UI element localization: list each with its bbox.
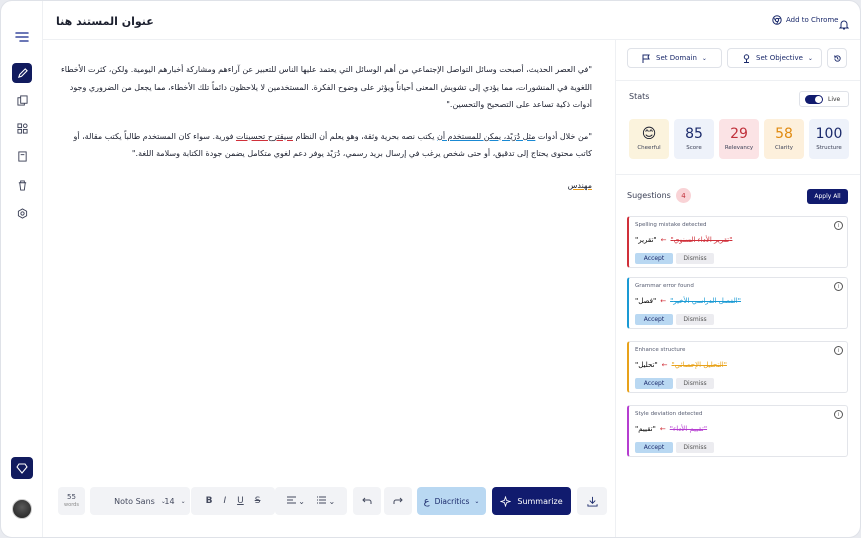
suggestion-fix — [635, 425, 707, 433]
add-to-chrome-link[interactable] — [772, 15, 839, 25]
stat-relevancy — [719, 119, 759, 159]
suggestion-card — [627, 341, 848, 393]
paragraph-2 — [56, 128, 592, 163]
set-domain-label: Set Domain — [656, 54, 697, 62]
document-title[interactable]: عنوان المستند هنا — [56, 15, 154, 28]
suggestion-title: Spelling mistake detected — [635, 222, 707, 228]
toggle-switch[interactable] — [805, 95, 823, 104]
suggestion-title: Style deviation detected — [635, 411, 703, 417]
flag-icon — [642, 54, 651, 63]
apps-icon[interactable] — [12, 118, 32, 138]
stat-value: 100 — [815, 126, 843, 142]
suggestion-fix — [635, 236, 732, 244]
left-sidebar — [1, 1, 43, 538]
dismiss-button[interactable]: Dismiss — [676, 314, 714, 325]
underline-button[interactable]: U — [237, 496, 244, 506]
trash-icon[interactable] — [12, 175, 32, 195]
premium-icon[interactable] — [11, 457, 33, 479]
history-button[interactable] — [827, 48, 847, 68]
dismiss-button[interactable]: Dismiss — [676, 442, 714, 453]
info-icon[interactable]: i — [834, 282, 843, 291]
word-count — [58, 487, 85, 515]
diacritics-button[interactable] — [417, 487, 486, 515]
signature-text: مهندس — [567, 180, 592, 190]
info-icon[interactable]: i — [834, 346, 843, 355]
add-to-chrome-label: Add to Chrome — [786, 16, 839, 24]
dismiss-button[interactable]: Dismiss — [676, 378, 714, 389]
stat-label: Structure — [816, 145, 842, 151]
chevron-down-icon: ⌄ — [807, 54, 813, 62]
font-name: Noto Sans — [114, 496, 155, 506]
p2-text: فورية. سواء كان المستخدم طالباً يكتب مقالة، أو كاتب محتوى يحتاج إلى تدقيق، أو حتى شخص يرغب في إرسال بريد رسمي، دُرَيْد يوفر دعم لغوي متكامل يضمن جودة الكتابة وسلامة اللغة." — [73, 131, 592, 158]
chevron-down-icon: ⌄ — [180, 497, 186, 505]
live-toggle[interactable] — [799, 91, 849, 107]
stat-score — [674, 119, 714, 159]
stats-heading: Stats — [629, 92, 650, 101]
stat-value: 85 — [685, 126, 703, 142]
suggestions-heading: Sugestions — [627, 191, 671, 200]
accept-button[interactable]: Accept — [635, 314, 673, 325]
suggestion-title: Enhance structure — [635, 347, 686, 353]
stat-label: Relevancy — [724, 145, 754, 151]
original-text: "فصل" — [635, 297, 657, 305]
font-size-select[interactable] — [159, 487, 191, 515]
info-icon[interactable]: i — [834, 410, 843, 419]
stat-label: Score — [686, 145, 702, 151]
bell-icon[interactable] — [839, 15, 849, 34]
stat-cheerful — [629, 119, 669, 159]
pin-icon — [742, 54, 751, 63]
bold-button[interactable]: B — [205, 496, 213, 506]
highlight-grammar[interactable]: مثل دُرَيْد، يمكن للمستخدم أن — [436, 131, 536, 141]
undo-button[interactable] — [353, 487, 381, 515]
suggestion-fix — [635, 297, 741, 305]
suggestions-count-badge: 4 — [676, 188, 691, 203]
arrow-left-icon: ← — [660, 297, 667, 305]
live-label: Live — [828, 95, 841, 103]
panel-divider — [615, 174, 861, 175]
history-icon — [833, 54, 842, 63]
stat-value: 58 — [775, 126, 793, 142]
redo-icon — [393, 497, 403, 505]
p2-text: يكتب نصه بحرية وثقة، وهو يعلم أن النظام — [292, 131, 437, 141]
suggested-text: "الفصل الدراسي الأخير" — [670, 297, 741, 305]
list-group — [275, 487, 347, 515]
book-icon[interactable] — [12, 146, 32, 166]
suggested-text: "التحليل الإحصائي" — [671, 361, 727, 369]
p2-text: "من خلال أدوات — [535, 131, 592, 141]
undo-icon — [362, 497, 372, 505]
original-text: "تقرير" — [635, 236, 657, 244]
chrome-icon — [772, 15, 782, 25]
redo-button[interactable] — [384, 487, 412, 515]
chevron-down-icon: ⌄ — [474, 497, 480, 505]
dismiss-button[interactable]: Dismiss — [676, 253, 714, 264]
download-icon — [587, 496, 598, 507]
stat-clarity — [764, 119, 804, 159]
text-editor[interactable] — [56, 61, 592, 194]
format-group — [191, 487, 275, 515]
original-text: "تقييم" — [635, 425, 656, 433]
font-size-value: 14 — [164, 496, 175, 506]
edit-icon[interactable] — [12, 63, 32, 83]
suggestion-title: Grammar error found — [635, 283, 694, 289]
accept-button[interactable]: Accept — [635, 253, 673, 264]
arrow-left-icon: ← — [661, 361, 668, 369]
suggestion-card — [627, 216, 848, 268]
panel-divider — [615, 80, 861, 81]
apply-all-button[interactable]: Apply All — [807, 189, 848, 204]
info-icon[interactable]: i — [834, 221, 843, 230]
suggestion-card — [627, 277, 848, 329]
suggested-text: "تقرير الأداء السنوي" — [670, 236, 733, 244]
copy-icon[interactable] — [12, 90, 32, 110]
avatar[interactable] — [12, 499, 32, 519]
word-count-label: words — [64, 502, 79, 508]
summarize-label: Summarize — [517, 496, 563, 506]
word-count-value: 55 — [67, 493, 76, 501]
italic-button[interactable]: I — [223, 496, 227, 506]
arrow-left-icon: ← — [660, 236, 667, 244]
arrow-left-icon: ← — [659, 425, 666, 433]
original-text: "تحليل" — [635, 361, 658, 369]
settings-icon[interactable] — [12, 203, 32, 223]
align-icon[interactable]: ⌄ — [287, 496, 305, 506]
set-objective-select[interactable] — [727, 48, 822, 68]
paragraph-1: "في العصر الحديث، أصبحت وسائل التواصل الإجتماعي من أهم الوسائل التي يعتمد عليها الناس للتعبير عن آراءهم ومشاركة أخبارهم اليومية. ولكن، كثرت الأخطاء اللغوية في المنشورات، مما يؤدي إلى تشويش المعنى أحياناً ويؤثر على وضوح الفكرة. المستخدمين لا يلاحظون دائماً تلك الأخطاء، مما يجعل من الضروري وجود أدوات ذكية تساعد على التصحيح والتحسين." — [61, 65, 592, 109]
chevron-down-icon: ⌄ — [701, 54, 707, 62]
summarize-button[interactable] — [492, 487, 571, 515]
set-objective-label: Set Objective — [756, 54, 803, 62]
sparkle-icon — [500, 496, 511, 507]
stat-value: 29 — [730, 126, 748, 142]
diacritics-glyph: ع — [423, 495, 430, 507]
list-icon[interactable]: ⌄ — [317, 496, 335, 506]
stat-value: 😊 — [641, 126, 657, 142]
set-domain-select[interactable] — [627, 48, 722, 68]
highlight-spelling[interactable]: سيقترح تحسينات — [235, 131, 293, 141]
accept-button[interactable]: Accept — [635, 442, 673, 453]
stat-label: Clarity — [775, 145, 793, 151]
stat-label: Cheerful — [637, 145, 661, 151]
download-button[interactable] — [577, 487, 607, 515]
menu-icon[interactable] — [12, 27, 32, 47]
chevron-down-icon: ⌄ — [160, 497, 166, 505]
diacritics-label: Diacritics — [434, 496, 470, 506]
strikethrough-button[interactable]: S — [254, 496, 261, 506]
stat-structure — [809, 119, 849, 159]
suggested-text: "تقييم الأداء" — [669, 425, 708, 433]
suggestion-fix — [635, 361, 727, 369]
suggestion-card — [627, 405, 848, 457]
accept-button[interactable]: Accept — [635, 378, 673, 389]
